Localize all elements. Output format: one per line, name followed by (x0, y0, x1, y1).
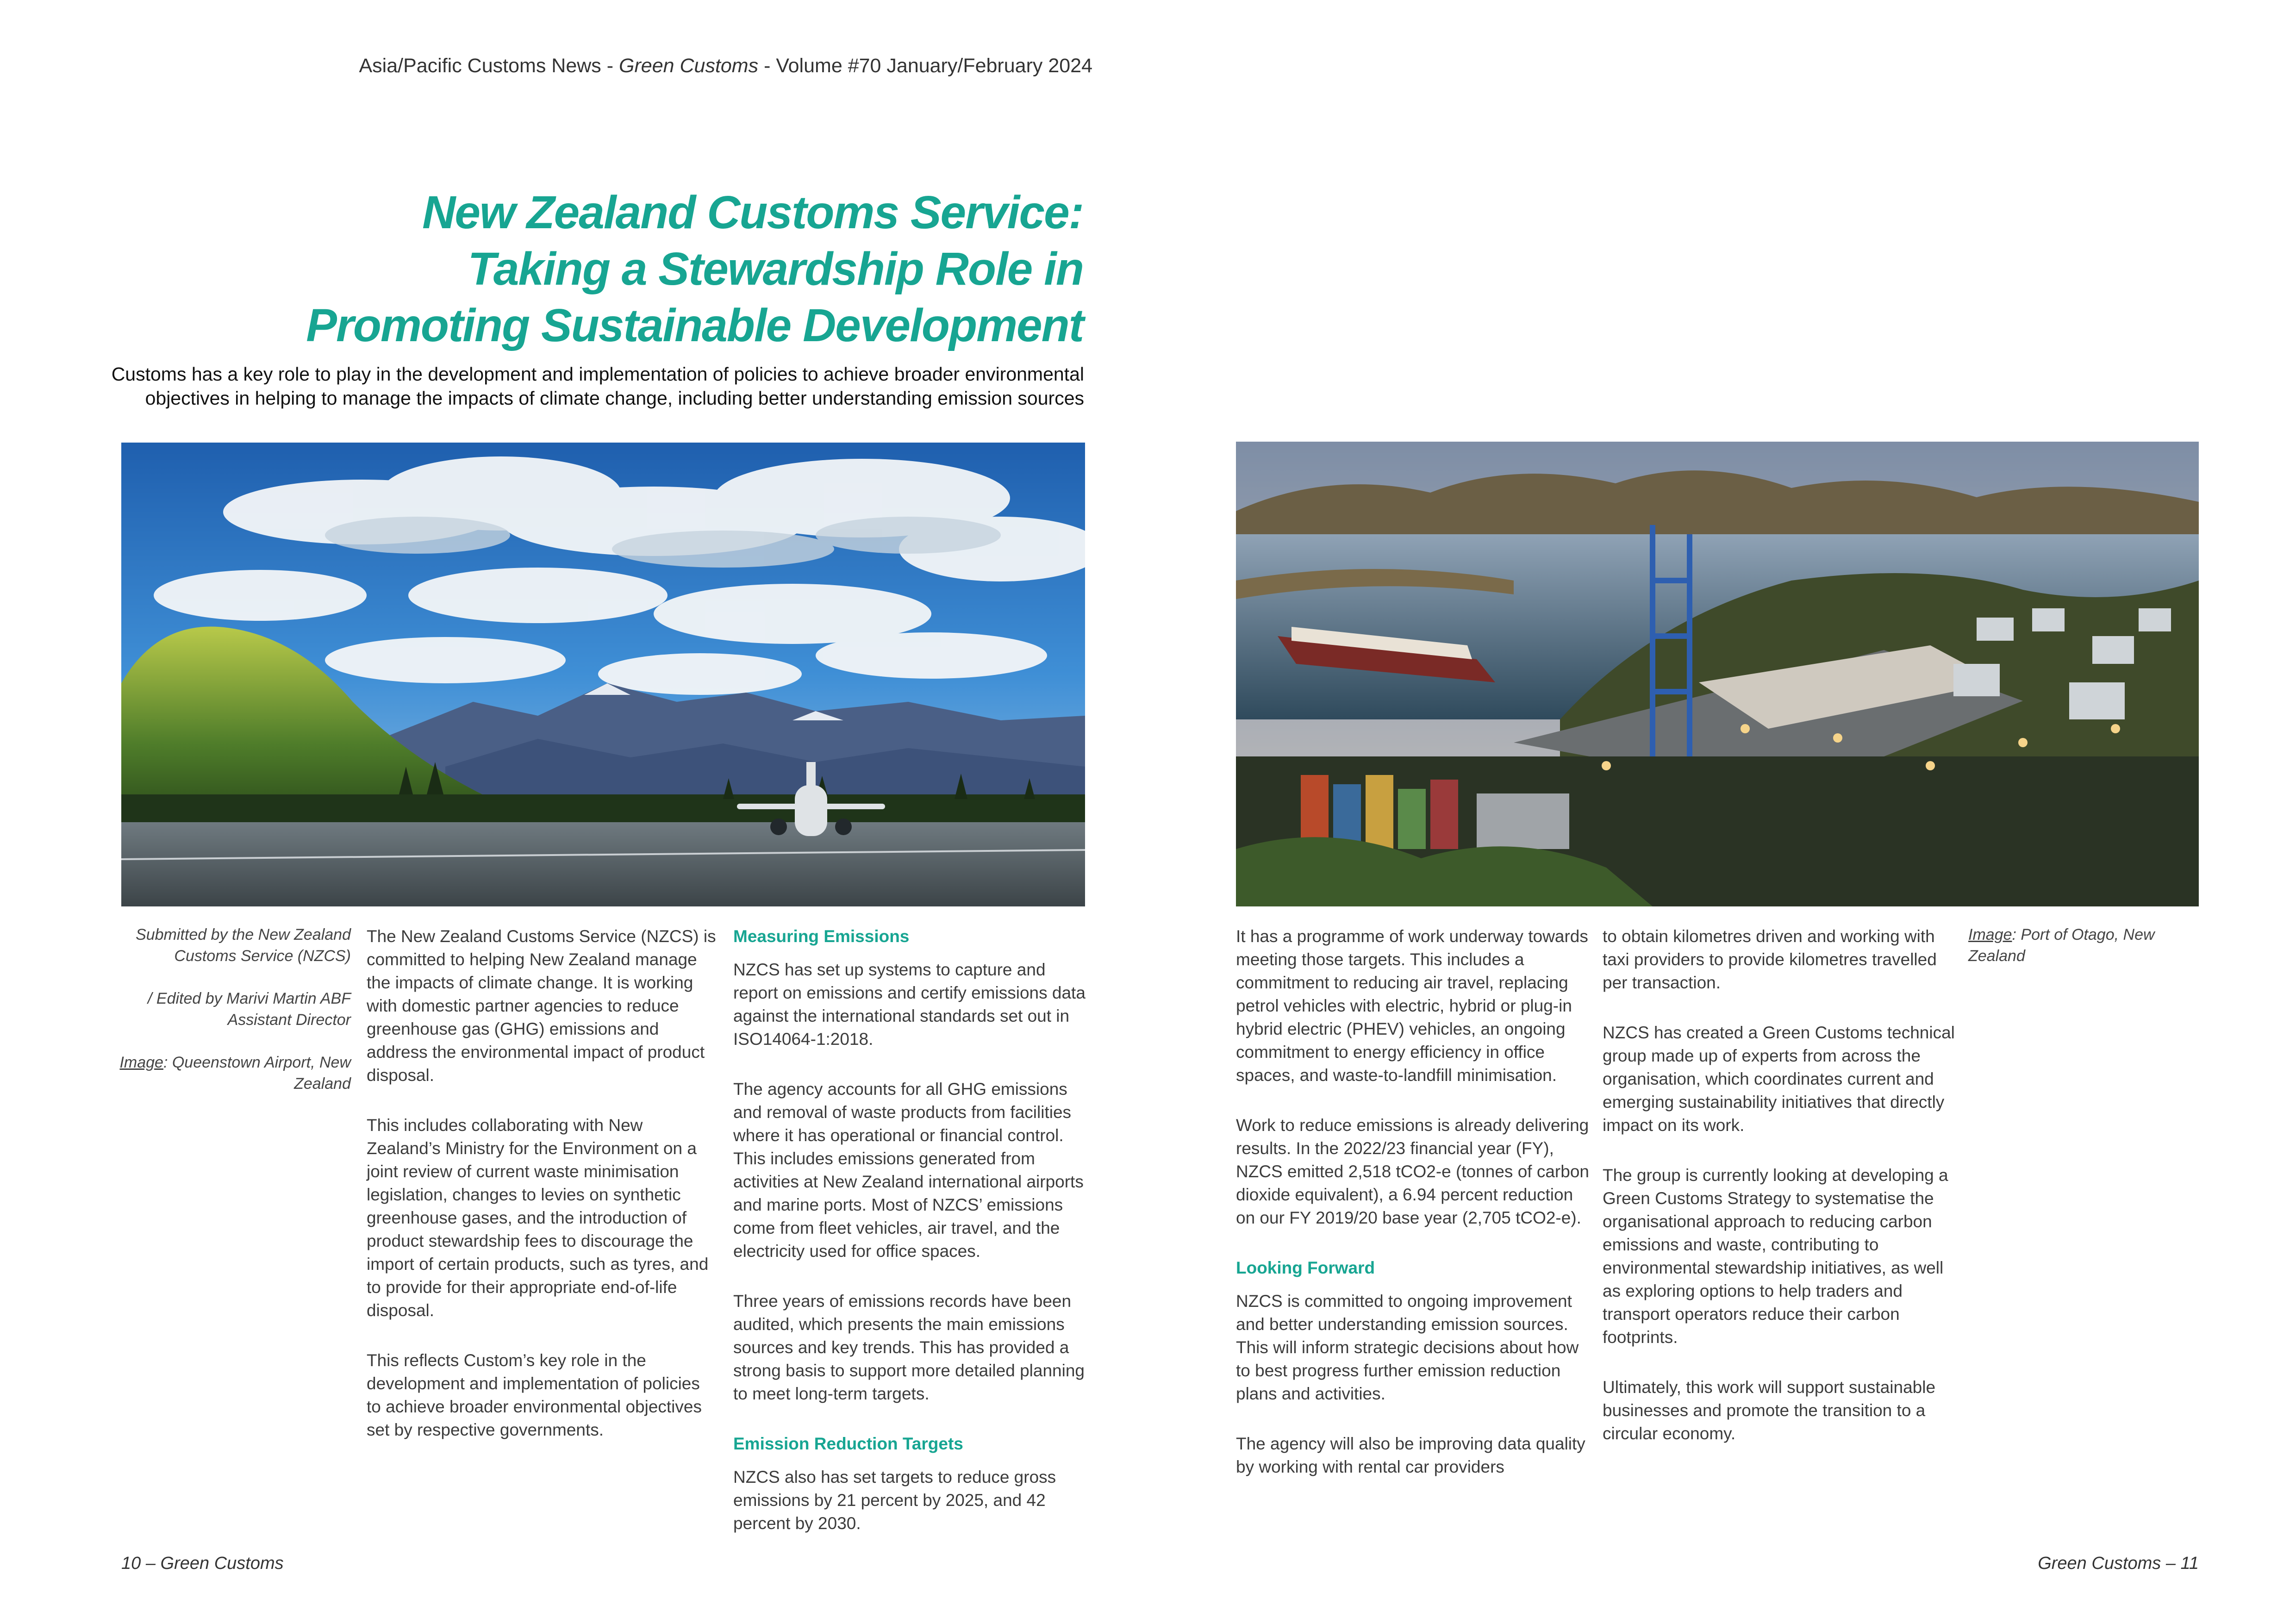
col3-paragraph: Work to reduce emissions is already delivering results. In the 2022/23 financial year (FY), NZCS emitted 2,518 tCO2-e (tonnes of carbon dioxide equivalent), a 6.94 percent reduction on our FY 2019/20 base year (2,705 tCO2-e). (1236, 1116, 1589, 1227)
col3-paragraph: NZCS is committed to ongoing improvement and better understanding emission sources. This will inform strategic decisions about how to best progress further emission reduction plans and activities. (1236, 1292, 1579, 1403)
article-column-3 (1236, 925, 1595, 1505)
heading-measuring-emissions: Measuring Emissions (733, 927, 910, 946)
col4-paragraph: NZCS has created a Green Customs technical group made up of experts from across the organisation, which coordinates current and emerging sustainability initiatives that directly impact on its work. (1603, 1023, 1955, 1135)
col2-paragraph: NZCS also has set targets to reduce gross emissions by 21 percent by 2025, and 42 percent by 2030. (733, 1468, 1056, 1533)
caption-edited: / Edited by Marivi Martin ABF Assistant Director (148, 990, 351, 1029)
caption-image-credit (106, 1052, 351, 1094)
caption-image-label: Image (1968, 926, 2012, 943)
article-title (93, 184, 1083, 354)
standfirst-line-2: objectives in helping to manage the impacts of climate change, including better understanding emission sources (145, 387, 1084, 409)
article-column-2 (733, 925, 1089, 1562)
col1-paragraph: The New Zealand Customs Service (NZCS) is committed to helping New Zealand manage the impacts of climate change. It is working with domestic partner agencies to reduce greenhouse gas (GHG) emissions and address the environmental impact of product disposal. (367, 927, 716, 1085)
col1-paragraph: This reflects Custom’s key role in the development and implementation of policies to achieve broader environmental objectives set by respective governments. (367, 1351, 702, 1439)
port-of-otago-photo (1236, 442, 2199, 906)
col4-paragraph: to obtain kilometres driven and working with taxi providers to provide kilometres travelled per transaction. (1603, 927, 1937, 992)
running-header (120, 52, 1092, 80)
title-line-1: New Zealand Customs Service: (422, 187, 1083, 238)
header-prefix: Asia/Pacific Customs News - (359, 55, 619, 77)
col2-paragraph: Three years of emissions records have been audited, which presents the main emissions sources and key trends. This has provided a strong basis to support more detailed planning to meet long-term targets. (733, 1292, 1085, 1403)
article-column-1 (367, 925, 718, 1468)
heading-looking-forward: Looking Forward (1236, 1258, 1375, 1277)
title-line-3: Promoting Sustainable Development (306, 300, 1083, 351)
article-standfirst (69, 362, 1084, 410)
article-column-4 (1603, 925, 1959, 1472)
col2-paragraph: The agency accounts for all GHG emissions and removal of waste products from facilities where it has operational or financial control. This includes emissions generated from activities at New Zealand international airports and marine ports. Most of NZCS’ emissions come from fleet vehicles, air travel, and the electricity used for office spaces. (733, 1080, 1084, 1261)
caption-submitted: Submitted by the New Zealand Customs Service (NZCS) (136, 926, 351, 965)
header-suffix: - Volume #70 January/February 2024 (758, 55, 1092, 77)
col2-paragraph: NZCS has set up systems to capture and report on emissions and certify emissions data against the international standards set out in ISO14064-1:2018. (733, 960, 1086, 1049)
col1-paragraph: This includes collaborating with New Zealand’s Ministry for the Environment on a joint review of current waste minimisation legislation, changes to levies on synthetic greenhouse gases, and the introduction of product stewardship fees to discourage the import of certain products, such as tyres, and to provide for their appropriate end-of-life disposal. (367, 1116, 709, 1320)
right-photo-caption (1968, 924, 2200, 967)
col3-paragraph: The agency will also be improving data quality by working with rental car providers (1236, 1434, 1585, 1476)
col3-paragraph: It has a programme of work underway towards meeting those targets. This includes a commitment to reducing air travel, replacing petrol vehicles with electric, hybrid or plug-in hybrid electric (PHEV) vehicles, an ongoing commitment to energy efficiency in office spaces, and waste-to-landfill minimisation. (1236, 927, 1588, 1085)
caption-image-text: : Port of Otago, New Zealand (1968, 926, 2155, 965)
heading-emission-reduction-targets: Emission Reduction Targets (733, 1434, 963, 1453)
title-line-2: Taking a Stewardship Role in (468, 243, 1083, 295)
caption-image-label: Image (119, 1054, 163, 1071)
footer-left-page-number: 10 – Green Customs (121, 1554, 284, 1573)
standfirst-line-1: Customs has a key role to play in the development and implementation of policies to achieve broader environmental (111, 363, 1084, 385)
queenstown-airport-photo (121, 443, 1085, 906)
left-photo-caption (106, 924, 351, 1116)
footer-right-page-number: Green Customs – 11 (2038, 1554, 2199, 1573)
header-magazine: Green Customs (619, 55, 759, 77)
col4-paragraph: Ultimately, this work will support sustainable businesses and promote the transition to a circular economy. (1603, 1378, 1936, 1443)
col4-paragraph: The group is currently looking at developing a Green Customs Strategy to systematise the organisational approach to reducing carbon emissions and waste, contributing to environmental stewardship initiatives, as well as exploring options to help traders and transport operators reduce their carbon footprints. (1603, 1166, 1948, 1347)
caption-image-text: : Queenstown Airport, New Zealand (163, 1054, 351, 1093)
